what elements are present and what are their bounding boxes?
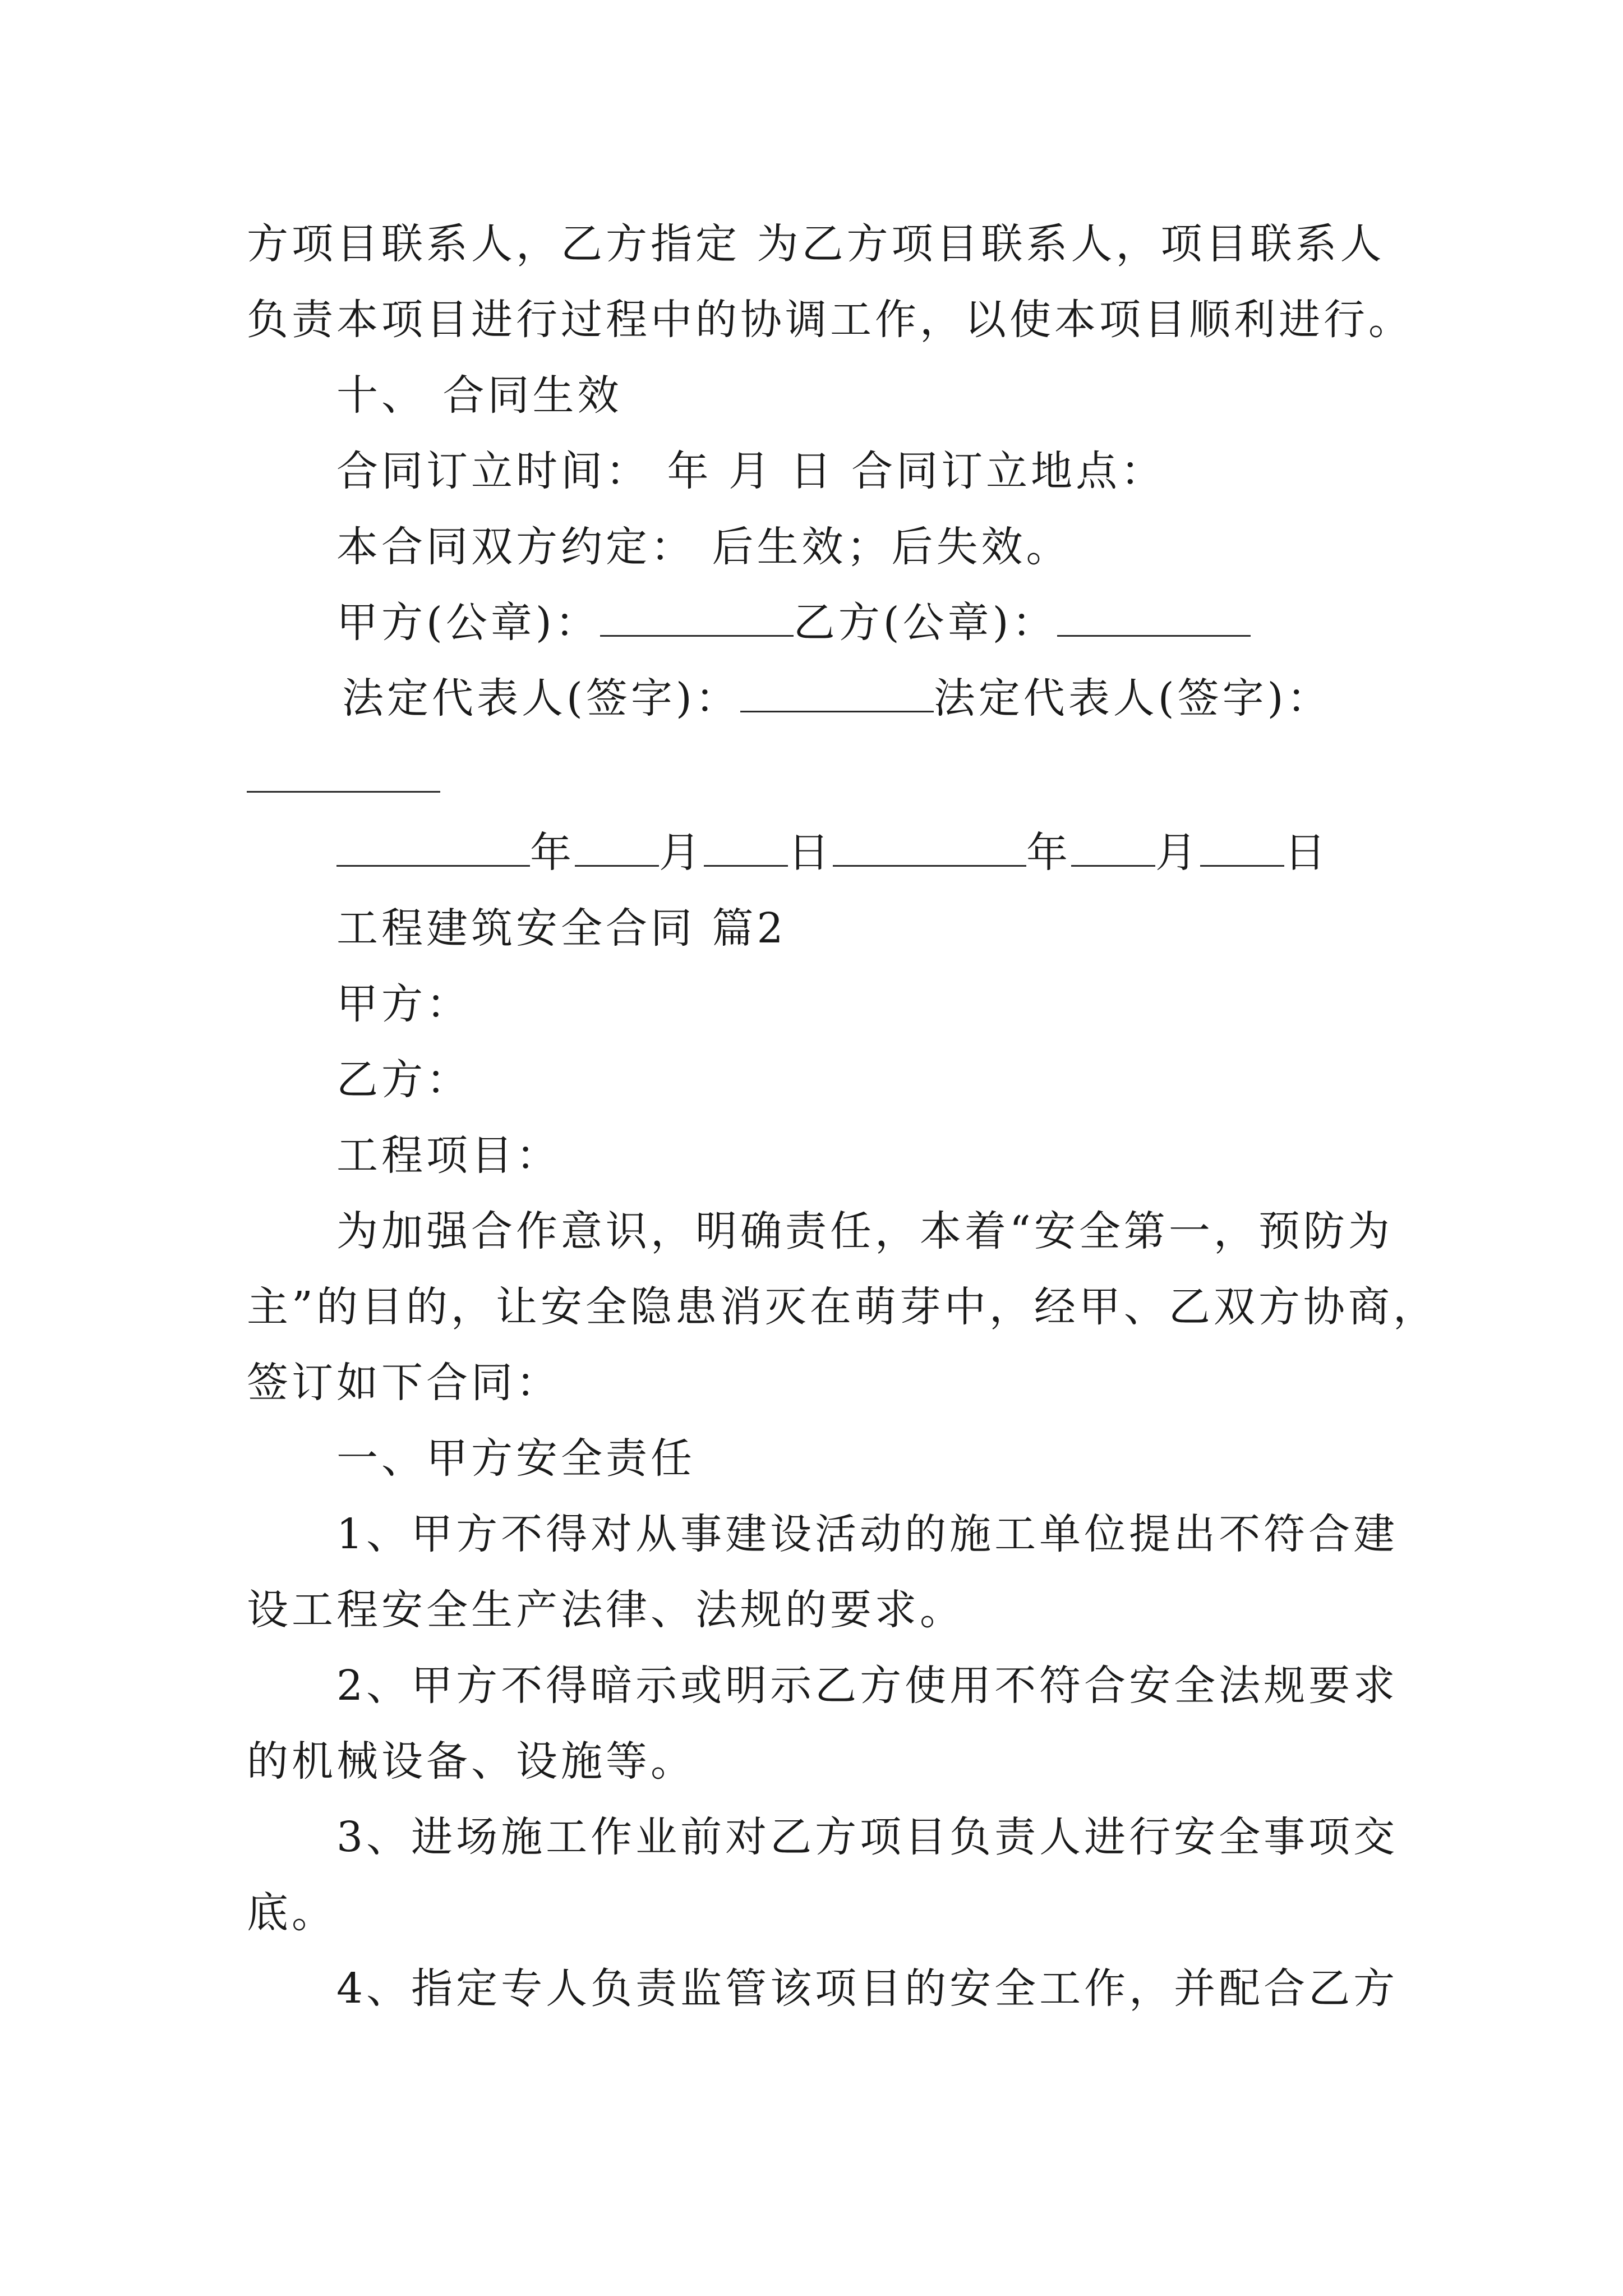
paragraph-line: 3、进场施工作业前对乙方项目负责人进行安全事项交 — [336, 1813, 1399, 1861]
paragraph-line: 签订如下合同： — [247, 1359, 561, 1407]
section-heading: 十、 合同生效 — [336, 371, 623, 420]
paragraph-line: 4、指定专人负责监管该项目的安全工作，并配合乙方 — [336, 1964, 1399, 2013]
year-b-label: 年 — [1026, 829, 1071, 877]
paragraph-line: 底。 — [247, 1889, 336, 1937]
year-a-blank — [336, 825, 530, 867]
paragraph-line: 为加强合作意识，明确责任，本着“安全第一，预防为 — [336, 1207, 1393, 1255]
year-a-label: 年 — [530, 829, 575, 877]
document-title: 工程建筑安全合同 篇2 — [336, 904, 787, 953]
month-a-label: 月 — [659, 829, 704, 877]
section-heading: 一、甲方安全责任 — [336, 1434, 695, 1483]
rep-a-blank — [740, 670, 934, 712]
month-b-blank — [1071, 825, 1155, 867]
seal-line — [336, 595, 1251, 651]
party-a-field: 甲方： — [336, 980, 471, 1028]
party-b-field: 乙方： — [336, 1056, 471, 1104]
party-a-seal-label: 甲方(公章)： — [336, 599, 600, 647]
party-b-seal-label: 乙方(公章)： — [793, 599, 1057, 647]
paragraph-line: 主”的目的，让安全隐患消灭在萌芽中，经甲、乙双方协商， — [247, 1283, 1438, 1331]
project-field: 工程项目： — [336, 1131, 561, 1180]
day-b-blank — [1200, 825, 1284, 867]
representative-line — [342, 670, 1332, 726]
day-b-label: 日 — [1284, 829, 1329, 877]
month-b-label: 月 — [1155, 829, 1200, 877]
paragraph-line: 本合同双方约定： 后生效；后失效。 — [336, 523, 1071, 571]
rep-b-blank — [247, 791, 440, 793]
paragraph-line: 1、甲方不得对从事建设活动的施工单位提出不符合建 — [336, 1510, 1399, 1558]
month-a-blank — [575, 825, 659, 867]
party-b-seal-blank — [1057, 595, 1251, 637]
party-a-seal-blank — [600, 595, 794, 637]
paragraph-line: 设工程安全生产法律、法规的要求。 — [247, 1586, 965, 1634]
day-a-label: 日 — [788, 829, 833, 877]
day-a-blank — [704, 825, 788, 867]
paragraph-line: 合同订立时间： 年 月 日 合同订立地点： — [336, 447, 1166, 495]
paragraph-line: 的机械设备、设施等。 — [247, 1737, 695, 1786]
rep-a-label: 法定代表人(签字)： — [342, 674, 740, 723]
paragraph-line: 负责本项目进行过程中的协调工作，以使本项目顺利进行。 — [247, 296, 1413, 344]
paragraph-line: 方项目联系人，乙方指定 为乙方项目联系人，项目联系人 — [247, 220, 1385, 268]
year-b-blank — [833, 825, 1026, 867]
rep-b-label: 法定代表人(签字)： — [933, 674, 1332, 723]
date-line — [336, 825, 1329, 881]
paragraph-line: 2、甲方不得暗示或明示乙方使用不符合安全法规要求 — [336, 1662, 1399, 1710]
